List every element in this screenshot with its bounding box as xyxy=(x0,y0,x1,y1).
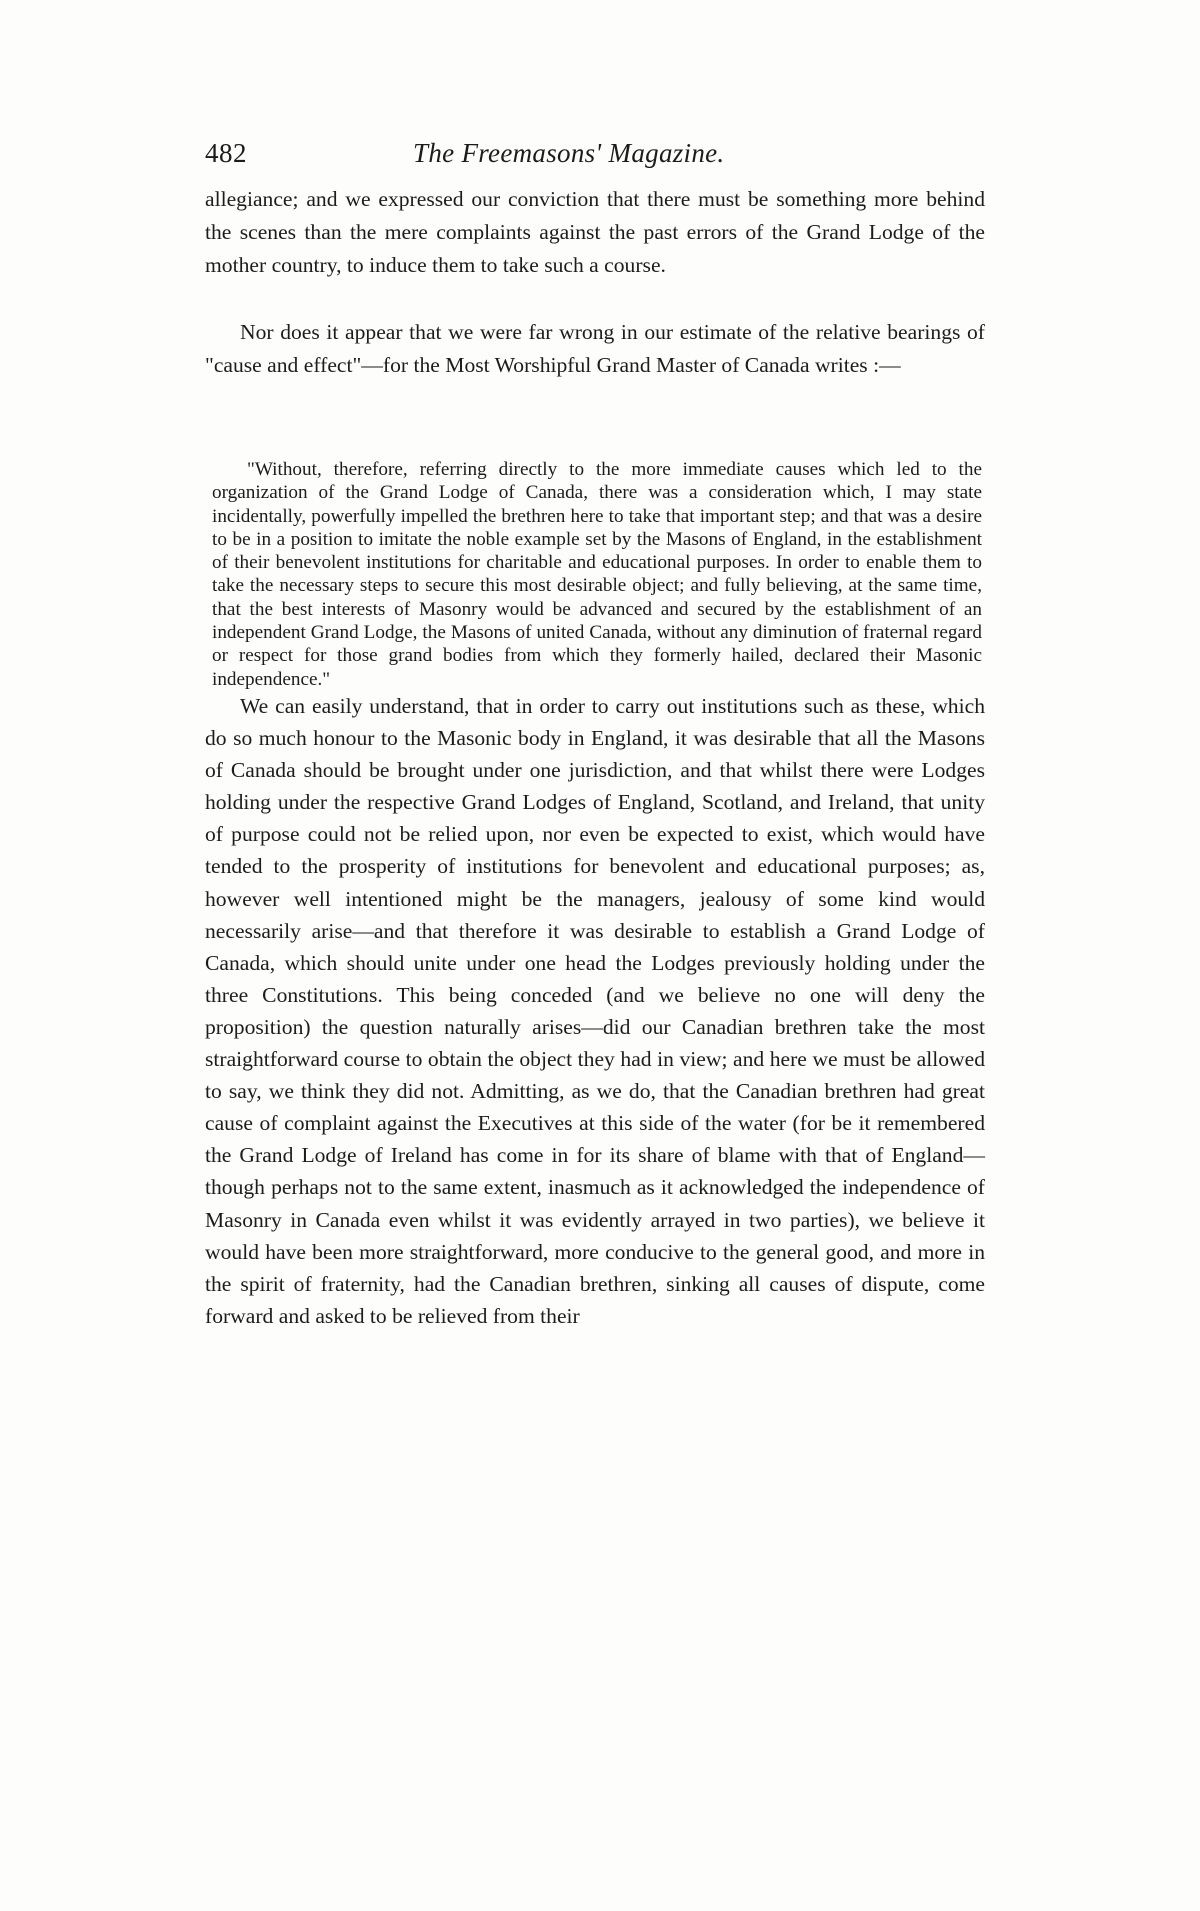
page-number: 482 xyxy=(205,138,247,168)
grand-master-quotation: "Without, therefore, referring directly to the more immediate causes which led to the organization of the Grand Lodge of Canada, there was a consideration which, I may state incidentally, powerfully impelled the brethren here to take that important step; and that was a desire to be in a position to imitate the noble example set by the Masons of England, in the establishment of their benevolent institutions for charitable and educational purposes. In order to enable them to take the necessary steps to secure this most desirable object; and fully believing, at the same time, that the best interests of Masonry would be advanced and secured by the establishment of an independent Grand Lodge, the Masons of united Canada, without any diminution of fraternal regard or respect for those grand bodies from which they formerly hailed, declared their Masonic independence." xyxy=(212,459,982,690)
running-head xyxy=(205,138,985,174)
paragraph-jurisdiction: We can easily understand, that in order to carry out institutions such as these, which do so much honour to the Masonic body in England, it was desirable that all the Masons of Canada should be brought under one jurisdiction, and that whilst there were Lodges holding under the respective Grand Lodges of England, Scotland, and Ireland, that unity of purpose could not be relied upon, nor even be expected to exist, which would have tended to the prosperity of institutions for benevolent and educational purposes; as, however well intentioned might be the managers, jealousy of some kind would necessarily arise—and that therefore it was desirable to establish a Grand Lodge of Canada, which should unite under one head the Lodges previously holding under the three Constitutions. This being conceded (and we believe no one will deny the proposition) the question naturally arises—did our Canadian brethren take the most straightforward course to obtain the object they had in view; and here we must be allowed to say, we think they did not. Admitting, as we do, that the Canadian brethren had great cause of complaint against the Executives at this side of the water (for be it remembered the Grand Lodge of Ireland has come in for its share of blame with that of England—though perhaps not to the same extent, inasmuch as it acknowledged the independence of Masonry in Canada even whilst it was evidently arrayed in two parties), we believe it would have been more straightforward, more conducive to the general good, and more in the spirit of fraternity, had the Canadian brethren, sinking all causes of dispute, come forward and asked to be relieved from their xyxy=(205,694,985,1328)
paragraph-cause-and-effect: Nor does it appear that we were far wrong in our estimate of the relative bearings of "cause and effect"—for the Most Worshipful Grand Master of Canada writes :— xyxy=(205,320,985,378)
paragraph-allegiance: allegiance; and we expressed our conviction that there must be something more behind the scenes than the mere complaints against the past errors of the Grand Lodge of the mother country, to induce them to take such a course. xyxy=(205,187,985,278)
running-title: The Freemasons' Magazine. xyxy=(413,138,725,168)
